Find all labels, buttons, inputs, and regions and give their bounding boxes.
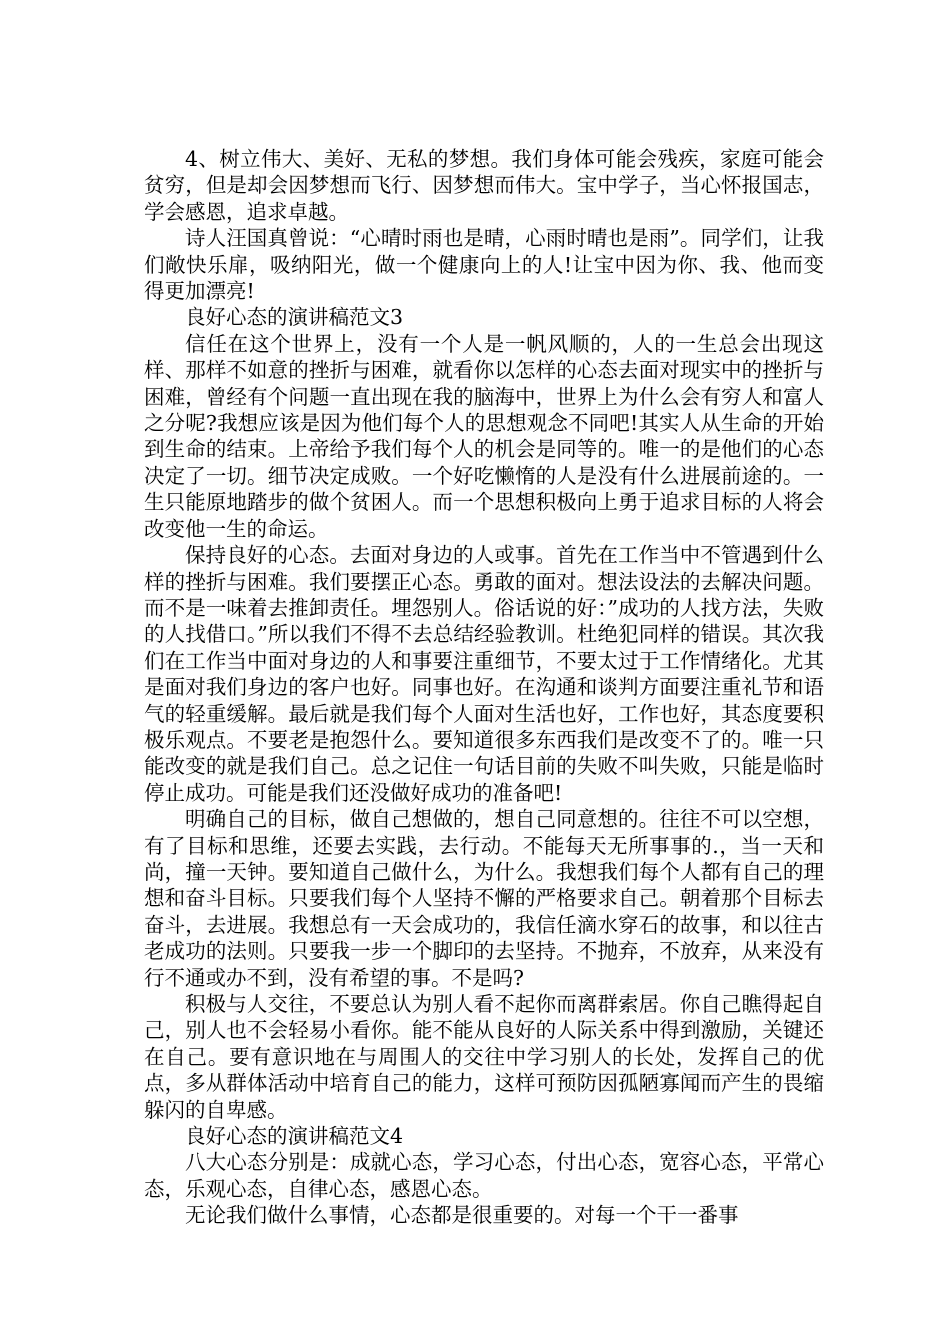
paragraph-social: 积极与人交往，不要总认为别人看不起你而离群索居。你自己瞧得起自己，别人也不会轻易小看你。能不能从良好的人际关系中得到激励，关键还在自己。要有意识地在与周围人的交往中学习别人的长处，发挥自己的优点，多从群体活动中培育自己的能力，这样可预防因孤陋寡闻而产生的畏缩躲闪的自卑感。 — [144, 992, 824, 1122]
paragraph-importance: 无论我们做什么事情，心态都是很重要的。对每一个干一番事 — [185, 1203, 739, 1228]
paragraph-goals: 明确自己的目标，做自己想做的，想自己同意想的。往往不可以空想，有了目标和思维，还要去实践，去行动。不能每天无所事事的.，当一天和尚，撞一天钟。要知道自己做什么，为什么。我想我们每个人都有自己的理想和奋斗目标。只要我们每个人坚持不懈的严格要求自己。朝着那个目标去奋斗，去进展。我想总有一天会成功的，我信任滴水穿石的故事，和以往古老成功的法则。只要我一步一个脚印的去坚持。不抛弃，不放弃，从来没有行不通或办不到，没有希望的事。不是吗? — [144, 807, 824, 990]
paragraph-eight-attitudes: 八大心态分别是：成就心态，学习心态，付出心态，宽容心态，平常心态，乐观心态，自律心态，感恩心态。 — [144, 1150, 824, 1201]
section-heading-3: 良好心态的演讲稿范文3 — [185, 305, 404, 330]
paragraph-good-attitude: 保持良好的心态。去面对身边的人或事。首先在工作当中不管遇到什么样的挫折与困难。我们要摆正心态。勇敢的面对。想法设法的去解决问题。而不是一味着去推卸责任。埋怨别人。俗话说的好：”成功的人找方法，失败的人找借口。”所以我们不得不去总结经验教训。杜绝犯同样的错误。其次我们在工作当中面对身边的人和事要注重细节，不要太过于工作情绪化。尤其是面对我们身边的客户也好。同事也好。在沟通和谈判方面要注重礼节和语气的轻重缓解。最后就是我们每个人面对生活也好，工作也好，其态度要积极乐观点。不要老是抱怨什么。要知道很多东西我们是改变不了的。唯一只能改变的就是我们自己。总之记住一句话目前的失败不叫失败，只能是临时停止成功。可能是我们还没做好成功的准备吧! — [144, 543, 824, 805]
paragraph-poet-quote: 诗人汪国真曾说：“心晴时雨也是晴，心雨时晴也是雨”。同学们，让我们敞快乐扉，吸纳阳光，做一个健康向上的人!让宝中因为你、我、他而变得更加漂亮! — [144, 226, 824, 304]
document-body — [144, 146, 824, 1229]
section-heading-4: 良好心态的演讲稿范文4 — [185, 1124, 404, 1149]
paragraph-dream: 4、树立伟大、美好、无私的梦想。我们身体可能会残疾，家庭可能会贫穷，但是却会因梦想而飞行、因梦想而伟大。宝中学子，当心怀报国志，学会感恩，追求卓越。 — [144, 147, 824, 224]
paragraph-trust: 信任在这个世界上，没有一个人是一帆风顺的，人的一生总会出现这样、那样不如意的挫折与困难，就看你以怎样的心态去面对现实中的挫折与困难，曾经有个问题一直出现在我的脑海中，世界上为什么会有穷人和富人之分呢?我想应该是因为他们每个人的思想观念不同吧!其实人从生命的开始到生命的结束。上帝给予我们每个人的机会是同等的。唯一的是他们的心态决定了一切。细节决定成败。一个好吃懒惰的人是没有什么进展前途的。一生只能原地踏步的做个贫困人。而一个思想积极向上勇于追求目标的人将会改变他一生的命运。 — [144, 331, 824, 541]
